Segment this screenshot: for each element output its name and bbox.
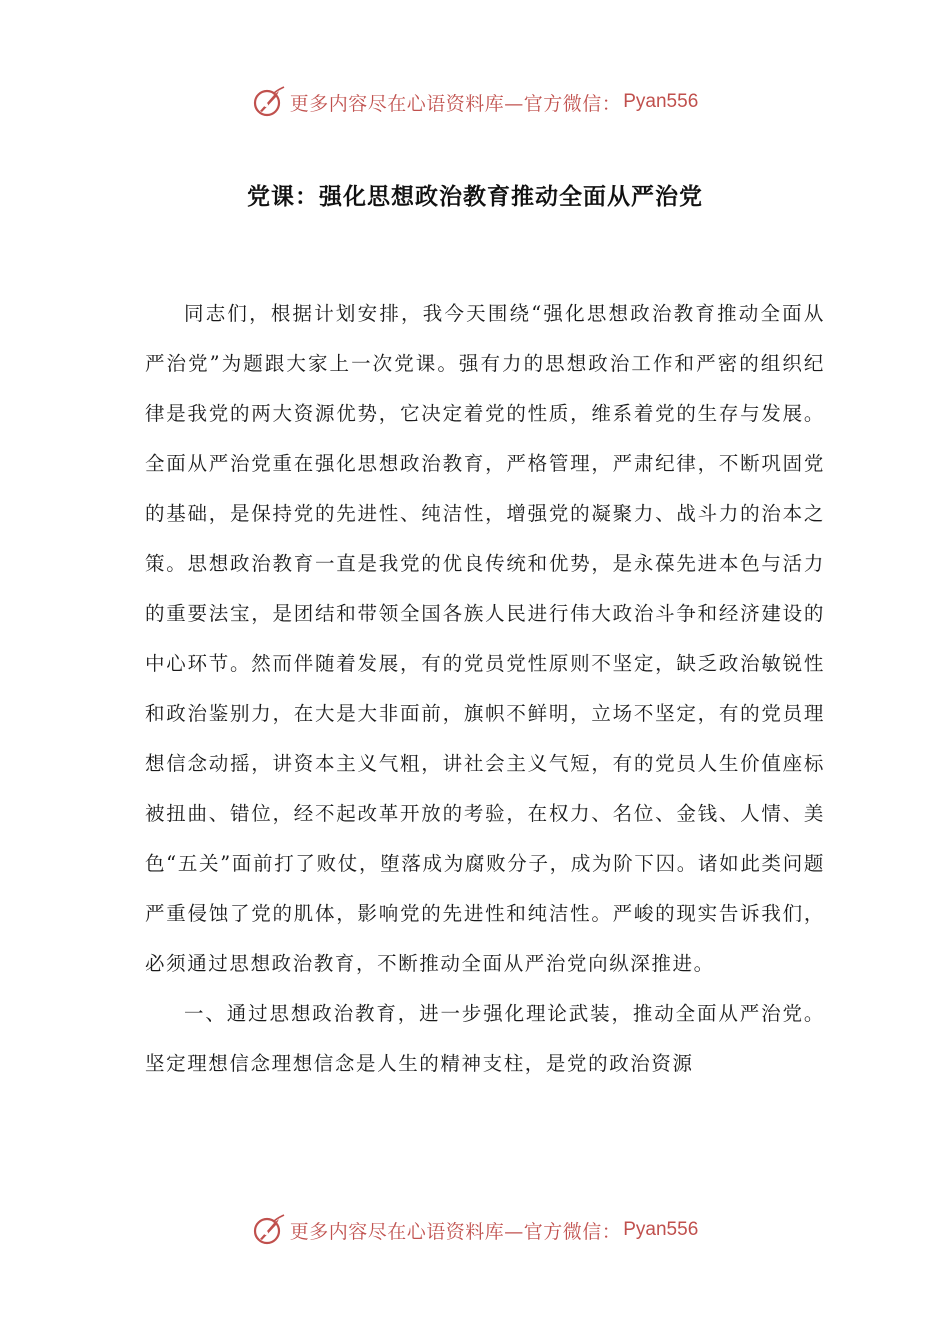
wechat-handle: Pyan556 <box>623 1219 699 1240</box>
document-body <box>145 289 825 1089</box>
banner-text: 更多内容尽在心语资料库—官方微信： <box>289 1220 622 1243</box>
body-paragraph: 一、通过思想政治教育，进一步强化理论武装，推动全面从严治党。坚定理想信念理想信念是人生的精神支柱，是党的政治资源 <box>145 1002 825 1075</box>
footer-banner <box>0 1210 950 1250</box>
document-title: 党课：强化思想政治教育推动全面从严治党 <box>247 184 703 210</box>
pen-nib-circle-icon <box>252 1213 286 1247</box>
banner-text: 更多内容尽在心语资料库—官方微信： <box>289 92 622 115</box>
pen-nib-circle-icon <box>252 85 286 119</box>
header-banner <box>0 82 950 122</box>
body-paragraph: 同志们，根据计划安排，我今天围绕“强化思想政治教育推动全面从严治党”为题跟大家上一次党课。强有力的思想政治工作和严密的组织纪律是我党的两大资源优势，它决定着党的性质，维系着党的生存与发展。全面从严治党重在强化思想政治教育，严格管理，严肃纪律，不断巩固党的基础，是保持党的先进性、纯洁性，增强党的凝聚力、战斗力的治本之策。思想政治教育一直是我党的优良传统和优势，是永葆先进本色与活力的重要法宝，是团结和带领全国各族人民进行伟大政治斗争和经济建设的中心环节。然而伴随着发展，有的党员党性原则不坚定，缺乏政治敏锐性和政治鉴别力，在大是大非面前，旗帜不鲜明，立场不坚定，有的党员理想信念动摇，讲资本主义气粗，讲社会主义气短，有的党员人生价值座标被扭曲、错位，经不起改革开放的考验，在权力、名位、金钱、人情、美色“五关”面前打了败仗，堕落成为腐败分子，成为阶下囚。诸如此类问题严重侵蚀了党的肌体，影响党的先进性和纯洁性。严峻的现实告诉我们，必须通过思想政治教育，不断推动全面从严治党向纵深推进。 <box>145 302 825 975</box>
wechat-handle: Pyan556 <box>623 91 699 112</box>
